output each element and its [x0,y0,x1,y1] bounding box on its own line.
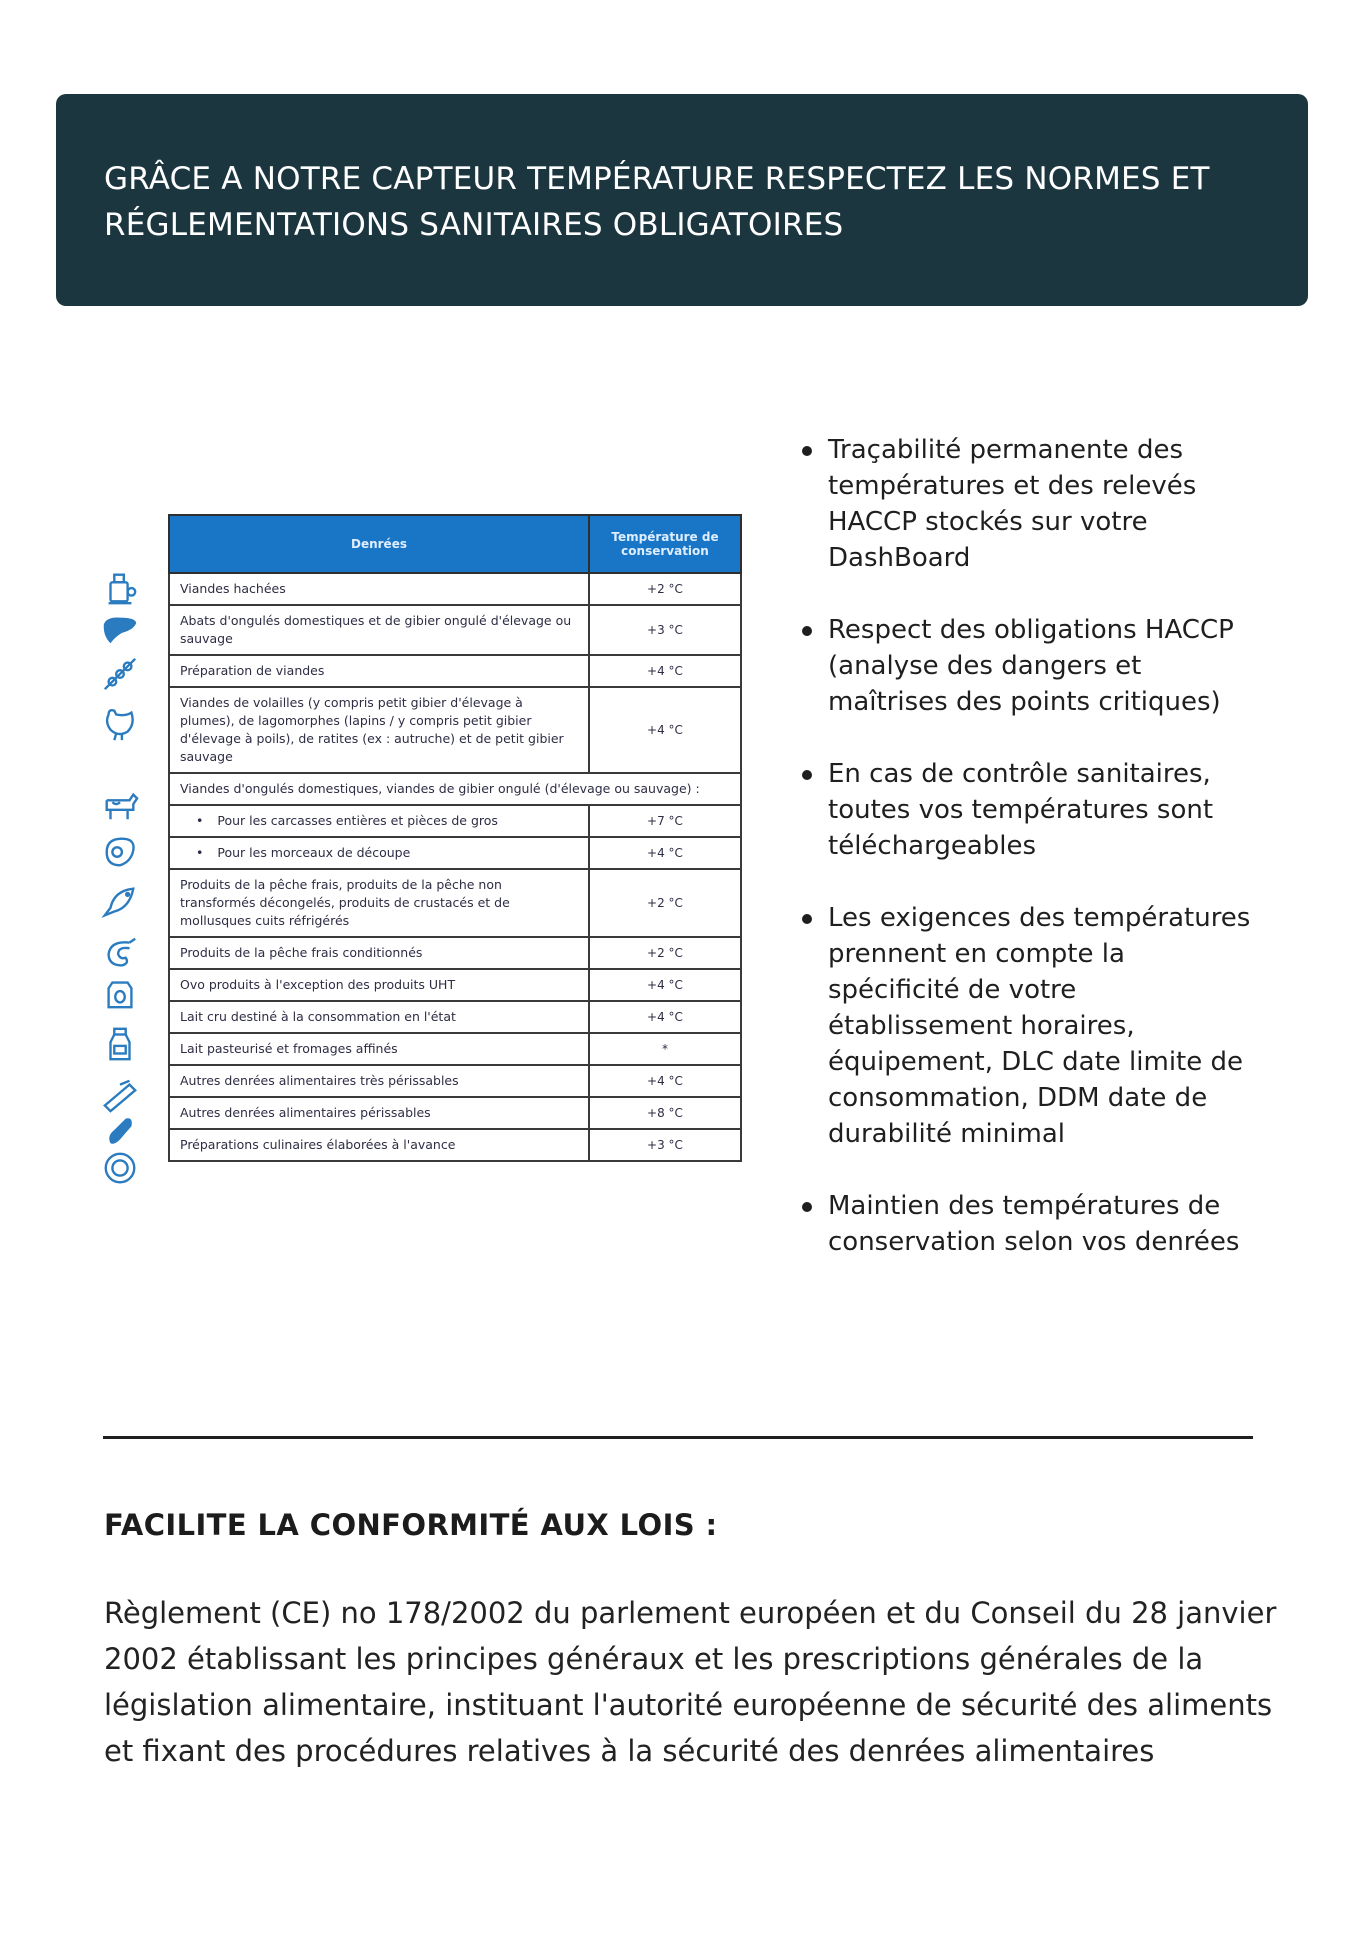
row-temp: +8 °C [589,1097,741,1129]
row-label: Produits de la pêche frais, produits de la pêche non transformés décongelés, produits de crustacés et de mollusques cuits réfrigérés [169,869,589,937]
table-row [169,573,741,605]
list-item: En cas de contrôle sanitaires, toutes vos températures sont téléchargeables [800,756,1260,864]
table-row [169,805,741,837]
table-row [169,1001,741,1033]
steak-icon [92,834,148,870]
row-temp: +4 °C [589,687,741,773]
table-row [169,1129,741,1161]
row-temp: * [589,1033,741,1065]
row-temp: +4 °C [589,837,741,869]
row-label: Ovo produits à l'exception des produits UHT [169,969,589,1001]
table-row [169,687,741,773]
row-label: Préparations culinaires élaborées à l'avance [169,1129,589,1161]
chicken-icon [92,706,148,742]
table-row [169,1097,741,1129]
row-temp: +4 °C [589,1065,741,1097]
header-food: Denrées [169,515,589,573]
banner-title [104,156,1308,248]
storage-temperature-table [168,514,742,1162]
fish-icon [92,884,148,920]
row-temp: +7 °C [589,805,741,837]
food-items-icon [92,1112,148,1148]
section-divider [103,1436,1253,1439]
cheese-icon [92,1078,148,1114]
feature-list [800,432,1260,1296]
row-label: Préparation de viandes [169,655,589,687]
table-row [169,605,741,655]
row-temp: +4 °C [589,969,741,1001]
row-label: Autres denrées alimentaires périssables [169,1097,589,1129]
row-label: Produits de la pêche frais conditionnés [169,937,589,969]
row-label: Lait cru destiné à la consommation en l'état [169,1001,589,1033]
list-item: Les exigences des températures prennent en compte la spécificité de votre établissement horaires, équipement, DLC date limite de consommation, DDM date de durabilité minimal [800,900,1260,1152]
cow-icon [92,788,148,824]
banner-title-line1: GRÂCE A NOTRE CAPTEUR TEMPÉRATURE RESPECTEZ LES NORMES ET [104,161,1210,197]
row-temp: +3 °C [589,1129,741,1161]
header-banner [56,94,1308,306]
row-temp: +2 °C [589,869,741,937]
list-item: Maintien des températures de conservation selon vos denrées [800,1188,1260,1260]
table-row [169,969,741,1001]
row-label: Viandes hachées [169,573,589,605]
meat-grinder-icon [92,570,148,606]
law-section-text: Règlement (CE) no 178/2002 du parlement européen et du Conseil du 28 janvier 2002 établissant les principes généraux et les prescriptions générales de la législation alimentaire, instituant l'autorité européenne de sécurité des aliments et fixant des procédures relatives à la sécurité des denrées alimentaires [104,1596,1277,1768]
row-label: Autres denrées alimentaires très périssables [169,1065,589,1097]
table-row [169,655,741,687]
list-item: Traçabilité permanente des températures et des relevés HACCP stockés sur votre DashBoard [800,432,1260,576]
row-label: • Pour les morceaux de découpe [169,837,589,869]
law-section-title: FACILITE LA CONFORMITÉ AUX LOIS : [104,1508,718,1542]
row-temp: +2 °C [589,573,741,605]
table-row [169,837,741,869]
header-temperature: Température de conservation [589,515,741,573]
egg-carton-icon [92,974,148,1010]
row-temp: +2 °C [589,937,741,969]
table-row [169,1065,741,1097]
skewer-icon [92,656,148,692]
row-temp: +4 °C [589,1001,741,1033]
table-row [169,1033,741,1065]
row-label: Viandes de volailles (y compris petit gibier d'élevage à plumes), de lagomorphes (lapins / y compris petit gibier d'élevage à poils), de ratites (ex : autruche) et de petit gibier sauvage [169,687,589,773]
row-label: Lait pasteurisé et fromages affinés [169,1033,589,1065]
liver-icon [92,612,148,648]
table-header-row [169,515,741,573]
row-label: • Pour les carcasses entières et pièces de gros [169,805,589,837]
row-temp: +4 °C [589,655,741,687]
row-label: Abats d'ongulés domestiques et de gibier ongulé d'élevage ou sauvage [169,605,589,655]
table-row [169,937,741,969]
shrimp-icon [92,936,148,972]
table-row [169,773,741,805]
milk-bottle-icon [92,1026,148,1062]
list-item: Respect des obligations HACCP (analyse des dangers et maîtrises des points critiques) [800,612,1260,720]
banner-title-line2: RÉGLEMENTATIONS SANITAIRES OBLIGATOIRES [104,207,844,243]
row-label: Viandes d'ongulés domestiques, viandes de gibier ongulé (d'élevage ou sauvage) : [169,773,741,805]
row-temp: +3 °C [589,605,741,655]
table-row [169,869,741,937]
dish-icon [92,1150,148,1186]
